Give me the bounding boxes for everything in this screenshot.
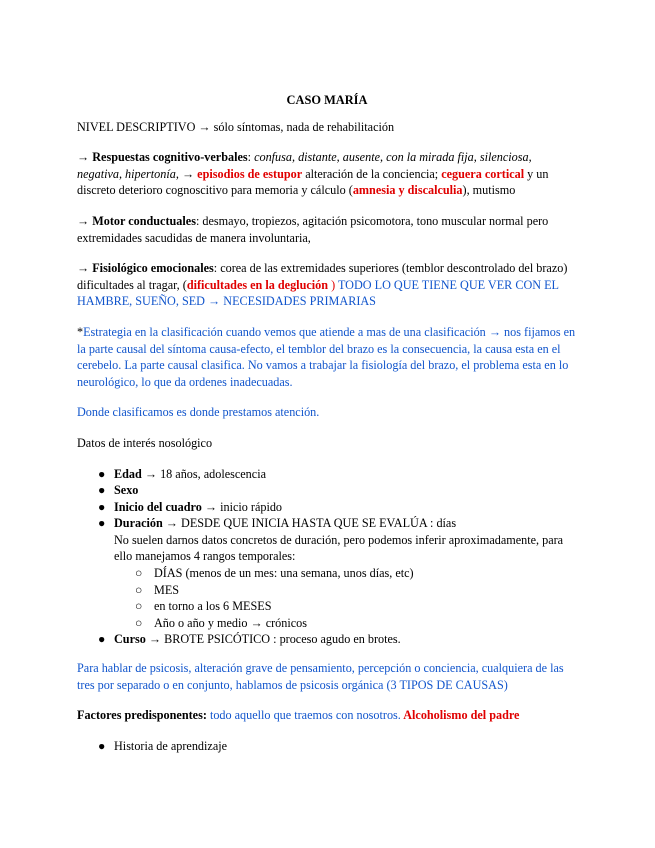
circle-bullet-icon: ○ [135,582,143,597]
list-item-edad [77,466,577,483]
list-item-rango [114,598,577,615]
estrategia-star: * [77,324,84,339]
factores-list [77,738,577,755]
bullet-icon: ● [98,632,106,647]
deglucion-highlight: dificultades en la deglución [186,277,329,292]
inicio-text: → inicio rápido [201,499,283,514]
estrategia-paragraph [77,324,577,390]
cognitivo-label: → Respuestas cognitivo-verbales [77,150,248,165]
rango-text: DÍAS (menos de un mes: una semana, unos días, etc) [154,566,414,581]
list-item-historia [77,738,577,755]
fisiologico-text: : corea de las extremidades superiores (temblor descontrolado del brazo) dificultades al tragar, ( [77,261,568,292]
cognitivo-italic: confusa, distante, ausente, con la mirada fija, silenciosa, negativa, hipertonía, [77,150,532,181]
rango-text: en torno a los 6 MESES [154,599,272,614]
edad-label: Edad [114,466,142,481]
cognitivo-arrow: → [178,166,198,181]
bullet-icon: ● [98,483,106,498]
rango-text: Año o año y medio → crónicos [154,615,307,630]
nivel-descriptivo: NIVEL DESCRIPTIVO → sólo síntomas, nada de rehabilitación [77,119,395,134]
list-item-curso [77,631,577,648]
inicio-label: Inicio del cuadro [114,499,202,514]
circle-bullet-icon: ○ [135,599,143,614]
list-item-inicio [77,499,577,516]
cognitivo-mid: alteración de la conciencia; [302,166,442,181]
cognitivo-mid2: y un discreto deterioro cognoscitivo para memoria y cálculo ( [77,166,549,198]
list-item-duracion [77,515,577,631]
bullet-icon: ● [98,516,106,531]
nosologico-list [77,466,577,649]
duracion-note: No suelen darnos datos concretos de duración, pero podemos inferir aproximadamente, para ello manejamos 4 rangos temporales: [114,532,564,564]
alcoholismo-highlight: Alcoholismo del padre [400,708,520,723]
necesidades-note: TODO LO QUE TIENE QUE VER CON EL HAMBRE, SUEÑO, SED → NECESIDADES PRIMARIAS [77,277,559,309]
cognitivo-end: ), mutismo [462,183,516,198]
circle-bullet-icon: ○ [135,615,143,630]
bullet-icon: ● [98,499,106,514]
fisiologico-paragraph [77,260,577,310]
fisiologico-label: → Fisiológico emocionales [77,261,214,276]
rango-text: MES [154,582,180,597]
document-page [77,92,577,766]
curso-text: → BROTE PSICÓTICO : proceso agudo en brotes. [145,632,401,647]
bullet-icon: ● [98,738,106,753]
factores-paragraph [77,707,577,724]
amnesia-highlight: amnesia y discalculia [352,183,463,198]
document-title: CASO MARÍA [286,93,368,107]
duracion-label: Duración [114,516,163,531]
deglucion-close: ) [328,277,336,292]
motor-conductuales-paragraph [77,213,577,246]
list-item-rango [114,615,577,632]
donde-paragraph: Donde clasificamos es donde prestamos atención. [77,405,320,420]
factores-label: Factores predisponentes: [77,708,207,723]
list-item-sexo [77,482,577,499]
rangos-list [114,565,577,631]
factores-text: todo aquello que traemos con nosotros. [206,708,401,723]
sexo-label: Sexo [114,483,139,498]
datos-heading: Datos de interés nosológico [77,435,213,450]
duracion-text: → DESDE QUE INICIA HASTA QUE SE EVALÚA : días [162,516,457,531]
edad-text: → 18 años, adolescencia [141,466,266,481]
historia-text: Historia de aprendizaje [114,738,228,753]
cognitivo-verbales-paragraph [77,149,577,199]
estupor-highlight: episodios de estupor [197,166,303,181]
curso-label: Curso [114,632,146,647]
motor-label: → Motor conductuales [77,213,196,228]
psicosis-paragraph: Para hablar de psicosis, alteración grave de pensamiento, percepción o conciencia, cualquiera de las tres por separado o en conjunto, hablamos de psicosis orgánica (3 TIPOS DE CAUSAS) [77,661,564,692]
list-item-rango [114,565,577,582]
motor-text: : desmayo, tropiezos, agitación psicomotora, tono muscular normal pero extremidades sacudidas de manera involuntaria, [77,213,549,245]
estrategia-text: Estrategia en la clasificación cuando vemos que atiende a mas de una clasificación → nos fijamos en la parte causal del síntoma causa-efecto, el temblor del brazo es la consecuencia, la causa esta en el cerebelo. La parte causal clasifica. No vamos a trabajar la fisiología del brazo, el problema esta en lo neurológico, lo que da ordenes inadecuadas. [77,324,576,389]
cognitivo-sep: : [247,150,255,165]
ceguera-highlight: ceguera cortical [441,166,525,181]
circle-bullet-icon: ○ [135,566,143,581]
list-item-rango [114,582,577,599]
bullet-icon: ● [98,466,106,481]
